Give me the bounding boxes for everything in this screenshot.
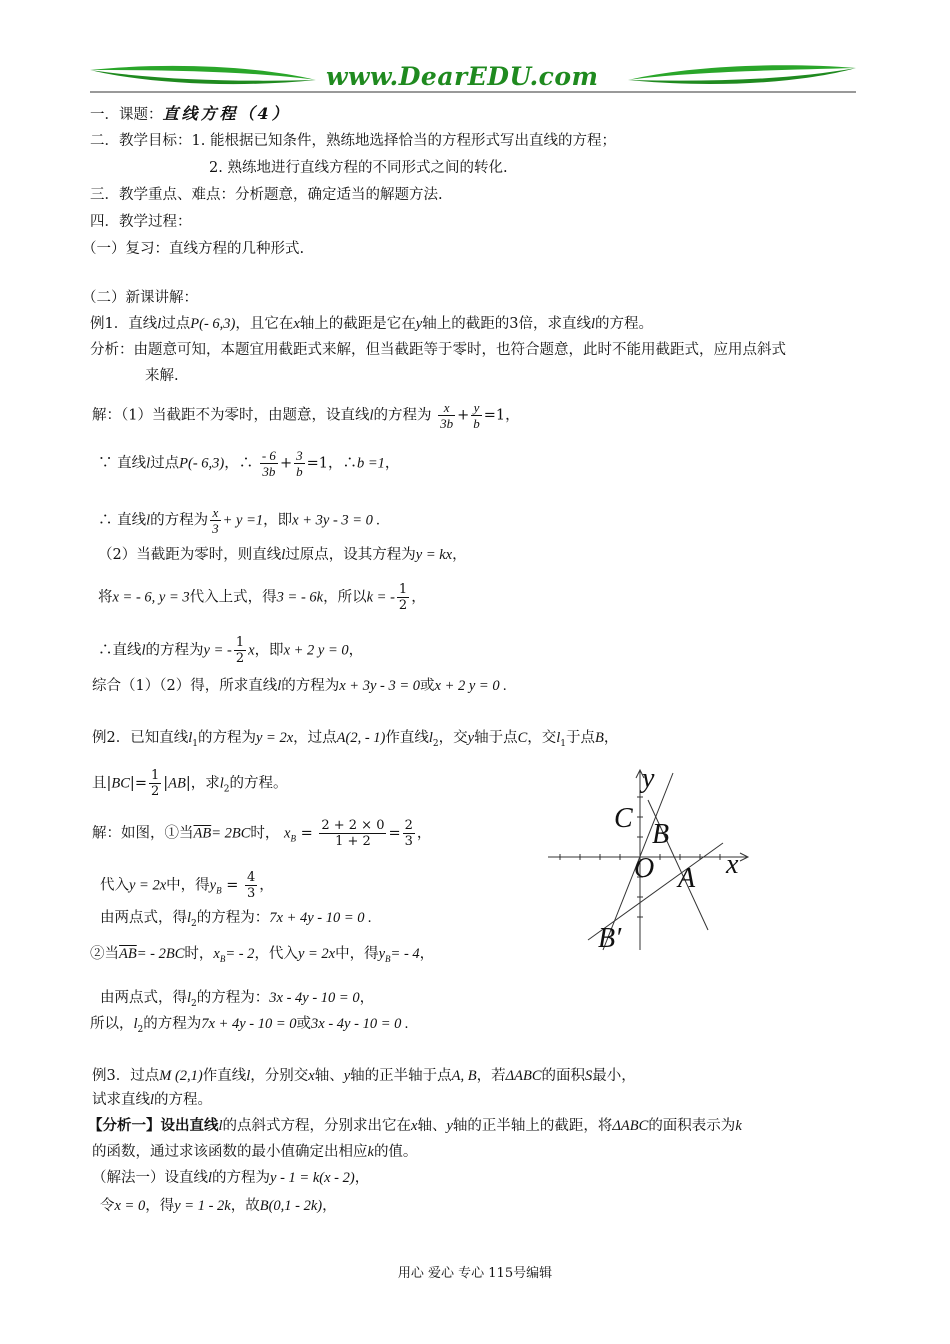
fig-label-c: C xyxy=(614,803,633,834)
analysis-line-2: 来解. xyxy=(145,368,179,384)
solution-step-1: 解：（1）当截距不为零时，由题意，设直线l的方程为 $\frac{x}{3b}$ + $\frac{y}{b}$ =1， xyxy=(92,400,520,431)
new-lesson-line: （二）新课讲解： xyxy=(82,290,198,306)
example-3-question-2: 试求直线l的方程。 xyxy=(92,1092,213,1108)
goal-line-1: 二．教学目标：1. 能根据已知条件，熟练地选择恰当的方程形式写出直线的方程； xyxy=(90,133,616,149)
fig-label-x: x xyxy=(726,849,739,880)
example-1-question: 例1．直线l过点P(- 6,3)，且它在x轴上的截距是它在y轴上的截距的3倍，求直线l的方程。 xyxy=(90,316,653,332)
analysis-one-line-1: 【分析一】设出直线l的点斜式方程，分别求出它在x轴、y轴的正半轴上的截距，将ΔABC的面积表示为k xyxy=(88,1117,742,1134)
example-2-step-4: ②当$\overline{AB}= - 2BC$时，$x_B= - 2$，代入y = 2x中，得$y_B= - 4$， xyxy=(90,946,435,964)
solution-step-4: （2）当截距为零时，则直线l过原点，设其方程为y = kx， xyxy=(98,547,467,563)
fig-label-b-prime: B′ xyxy=(598,923,622,954)
example-2-question: 例2．已知直线$l_1$的方程为y = 2x，过点A(2, - 1)作直线$l_2$，交y轴于点C，交$l_1$于点B， xyxy=(92,730,619,749)
coordinate-figure xyxy=(548,765,758,955)
solution-step-6: ∴直线l的方程为y = - $\frac{1}{2}$ x，即x + 2 y = 0， xyxy=(98,635,364,666)
example-2-step-5: 由两点式，得$l_2$的方程为：3x - 4y - 10 = 0， xyxy=(100,990,375,1009)
fig-label-b: B xyxy=(652,819,670,850)
solution-step-2: ∵ 直线l过点P(- 6,3)，∴ $\frac{- 6}{3b}$ + $\frac{3}{b}$ =1，∴b =1， xyxy=(98,448,400,479)
example-2-step-3: 由两点式，得$l_2$的方程为：7x + 4y - 10 = 0 . xyxy=(100,910,372,929)
lesson-title: 直线方程（4） xyxy=(162,104,291,123)
analysis-line-1: 分析：由题意可知，本题宜用截距式来解，但当截距等于零时，也符合题意，此时不能用截距式，应用点斜式 xyxy=(90,342,786,358)
process-line: 四．教学过程： xyxy=(90,214,192,230)
analysis-one-line-2: 的函数，通过求该函数的最小值确定出相应k的值。 xyxy=(92,1144,418,1160)
solution-step-3: ∴ 直线l的方程为 $\frac{x}{3}$ + y =1，即x + 3y - 3 = 0 . xyxy=(98,505,381,536)
example-2-condition: 且|BC|= $\frac{1}{2}$ |AB|，求$l_2$的方程。 xyxy=(92,768,288,799)
method-one-line-2: 令x = 0，得y = 1 - 2k，故B(0,1 - 2k)， xyxy=(100,1198,337,1214)
fig-label-o: O xyxy=(634,853,655,884)
solution-step-5: 将x = - 6, y = 3代入上式，得3 = - 6k，所以k = - $\frac{1}{2}$ ， xyxy=(98,582,426,613)
fig-label-y: y xyxy=(642,765,655,794)
label: 一．课题： xyxy=(90,107,163,123)
method-one-line-1: （解法一）设直线l的方程为y - 1 = k(x - 2)， xyxy=(92,1170,370,1186)
site-logo: www.DearEDU.com xyxy=(326,62,599,91)
key-points-line: 三．教学重点、难点：分析题意，确定适当的解题方法. xyxy=(90,187,443,203)
example-2-step-1: 解：如图，①当$\overline{AB}= 2BC$时， $x_B$ = $\frac{2 + 2 \times 0}{1 + 2}$ = $\frac{2}{3}$ ， xyxy=(92,818,432,849)
example-2-step-2: 代入y = 2x中，得$y_B$ = $\frac{4}{3}$ ， xyxy=(100,870,274,901)
goal-line-2: 2. 熟练地进行直线方程的不同形式之间的转化. xyxy=(209,160,508,176)
header-banner xyxy=(88,58,858,98)
fig-label-a: A xyxy=(678,863,696,894)
solution-conclusion: 综合（1）（2）得，所求直线l的方程为x + 3y - 3 = 0或x + 2 y = 0 . xyxy=(92,678,507,694)
page-footer: 用心 爱心 专心 115号编辑 xyxy=(397,1266,553,1281)
example-3-question: 例3．过点M (2,1)作直线l，分别交x轴、y轴的正半轴于点A, B，若ΔABC的面积S最小， xyxy=(92,1068,636,1084)
review-line: （一）复习：直线方程的几种形式. xyxy=(82,241,305,257)
lesson-title-line xyxy=(90,104,291,125)
example-2-conclusion: 所以，$l_2$的方程为7x + 4y - 10 = 0或3x - 4y - 10 = 0 . xyxy=(90,1016,409,1035)
